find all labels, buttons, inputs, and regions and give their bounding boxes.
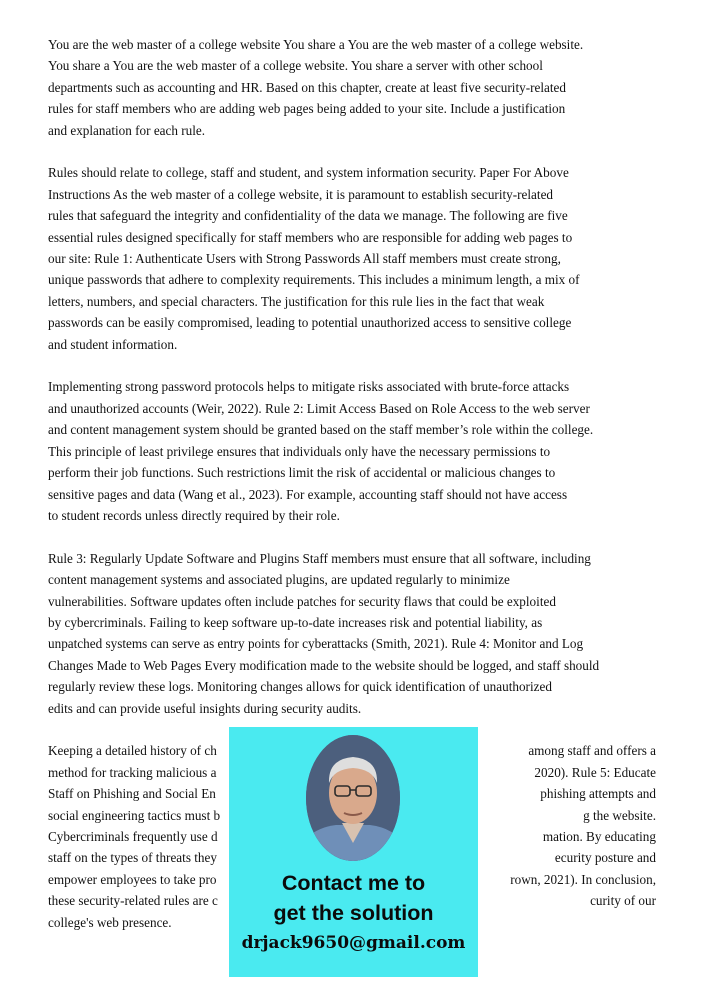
text-line: and explanation for each rule. xyxy=(48,122,206,138)
text-line: This principle of least privilege ensures that individuals only have the necessary permissions to xyxy=(48,443,551,459)
text-line: these security-related rules are c curity of our xyxy=(48,893,656,909)
text-line: unique passwords that adhere to complexity requirements. This includes a minimum length, a mix of xyxy=(48,272,580,288)
text-line: Rule 3: Regularly Update Software and Plugins Staff members must ensure that all software, including xyxy=(48,550,591,566)
text-line: rules for staff members who are adding web pages being added to your site. Include a justification xyxy=(48,101,566,117)
text-line: social engineering tactics must b g the website. xyxy=(48,807,656,823)
text-line: Changes Made to Web Pages Every modification made to the website should be logged, and staff should xyxy=(48,657,600,673)
text-line: to student records unless directly required by their role. xyxy=(48,507,340,523)
text-line: by cybercriminals. Failing to keep software up-to-date increases risk and potential liability, as xyxy=(48,614,543,630)
contact-email: drjack9650@gmail.com xyxy=(241,933,466,953)
text-line: rules that safeguard the integrity and confidentiality of the data we manage. The following are five xyxy=(48,208,568,224)
cta-line-1: Contact me to xyxy=(281,871,426,895)
text-line: You share a You are the web master of a college website. You share a server with other school xyxy=(48,58,543,74)
text-line: and student information. xyxy=(48,336,178,352)
text-line: vulnerabilities. Software updates often include patches for security flaws that could be exploited xyxy=(48,593,556,609)
text-line: our site: Rule 1: Authenticate Users with Strong Passwords All staff members must create strong, xyxy=(48,251,561,267)
contact-advert xyxy=(229,727,478,977)
text-line: Implementing strong password protocols helps to mitigate risks associated with brute-force attacks xyxy=(48,379,570,395)
text-line: perform their job functions. Such restrictions limit the risk of accidental or malicious changes to xyxy=(48,465,556,481)
text-line: staff on the types of threats they ecurity posture and xyxy=(48,850,656,866)
text-line: sensitive pages and data (Wang et al., 2023). For example, accounting staff should not have access xyxy=(48,486,568,502)
text-line: Keeping a detailed history of ch among staff and offers a xyxy=(48,743,656,759)
contact-call-to-action xyxy=(229,868,478,928)
text-line: Staff on Phishing and Social En phishing attempts and xyxy=(48,786,656,802)
text-line: college's web presence. xyxy=(48,914,172,930)
text-line: edits and can provide useful insights during security audits. xyxy=(48,700,362,716)
text-line: regularly review these logs. Monitoring changes allows for quick identification of unauthorized xyxy=(48,679,552,695)
text-line: Rules should relate to college, staff and student, and system information security. Paper For Above xyxy=(48,165,569,181)
paragraph xyxy=(48,162,656,355)
paragraph xyxy=(48,376,656,526)
text-line: Instructions As the web master of a college website, it is paramount to establish security-related xyxy=(48,186,554,202)
text-line: and unauthorized accounts (Weir, 2022). Rule 2: Limit Access Based on Role Access to the web server xyxy=(48,400,590,416)
person-portrait-image xyxy=(306,735,400,861)
text-line: passwords can be easily compromised, leading to potential unauthorized access to sensitive college xyxy=(48,315,572,331)
text-line: empower employees to take pro rown, 2021). In conclusion, xyxy=(48,871,656,887)
cta-line-2: get the solution xyxy=(273,901,434,925)
text-line: and content management system should be granted based on the staff member’s role within the college. xyxy=(48,422,594,438)
text-line: essential rules designed specifically for staff members who are responsible for adding web pages to xyxy=(48,229,573,245)
text-line: content management systems and associated plugins, are updated regularly to minimize xyxy=(48,572,510,588)
text-line: Cybercriminals frequently use d mation. By educating xyxy=(48,828,656,844)
paragraph xyxy=(48,548,656,719)
text-line: letters, numbers, and special characters. The justification for this rule lies in the fact that weak xyxy=(48,293,545,309)
paragraph xyxy=(48,34,656,141)
text-line: You are the web master of a college website You share a You are the web master of a college website. xyxy=(48,37,584,52)
text-line: unpatched systems can serve as entry points for cyberattacks (Smith, 2021). Rule 4: Monitor and Log xyxy=(48,636,584,652)
text-line: method for tracking malicious a 2020). Rule 5: Educate xyxy=(48,764,656,780)
text-line: departments such as accounting and HR. Based on this chapter, create at least five security-related xyxy=(48,79,566,95)
